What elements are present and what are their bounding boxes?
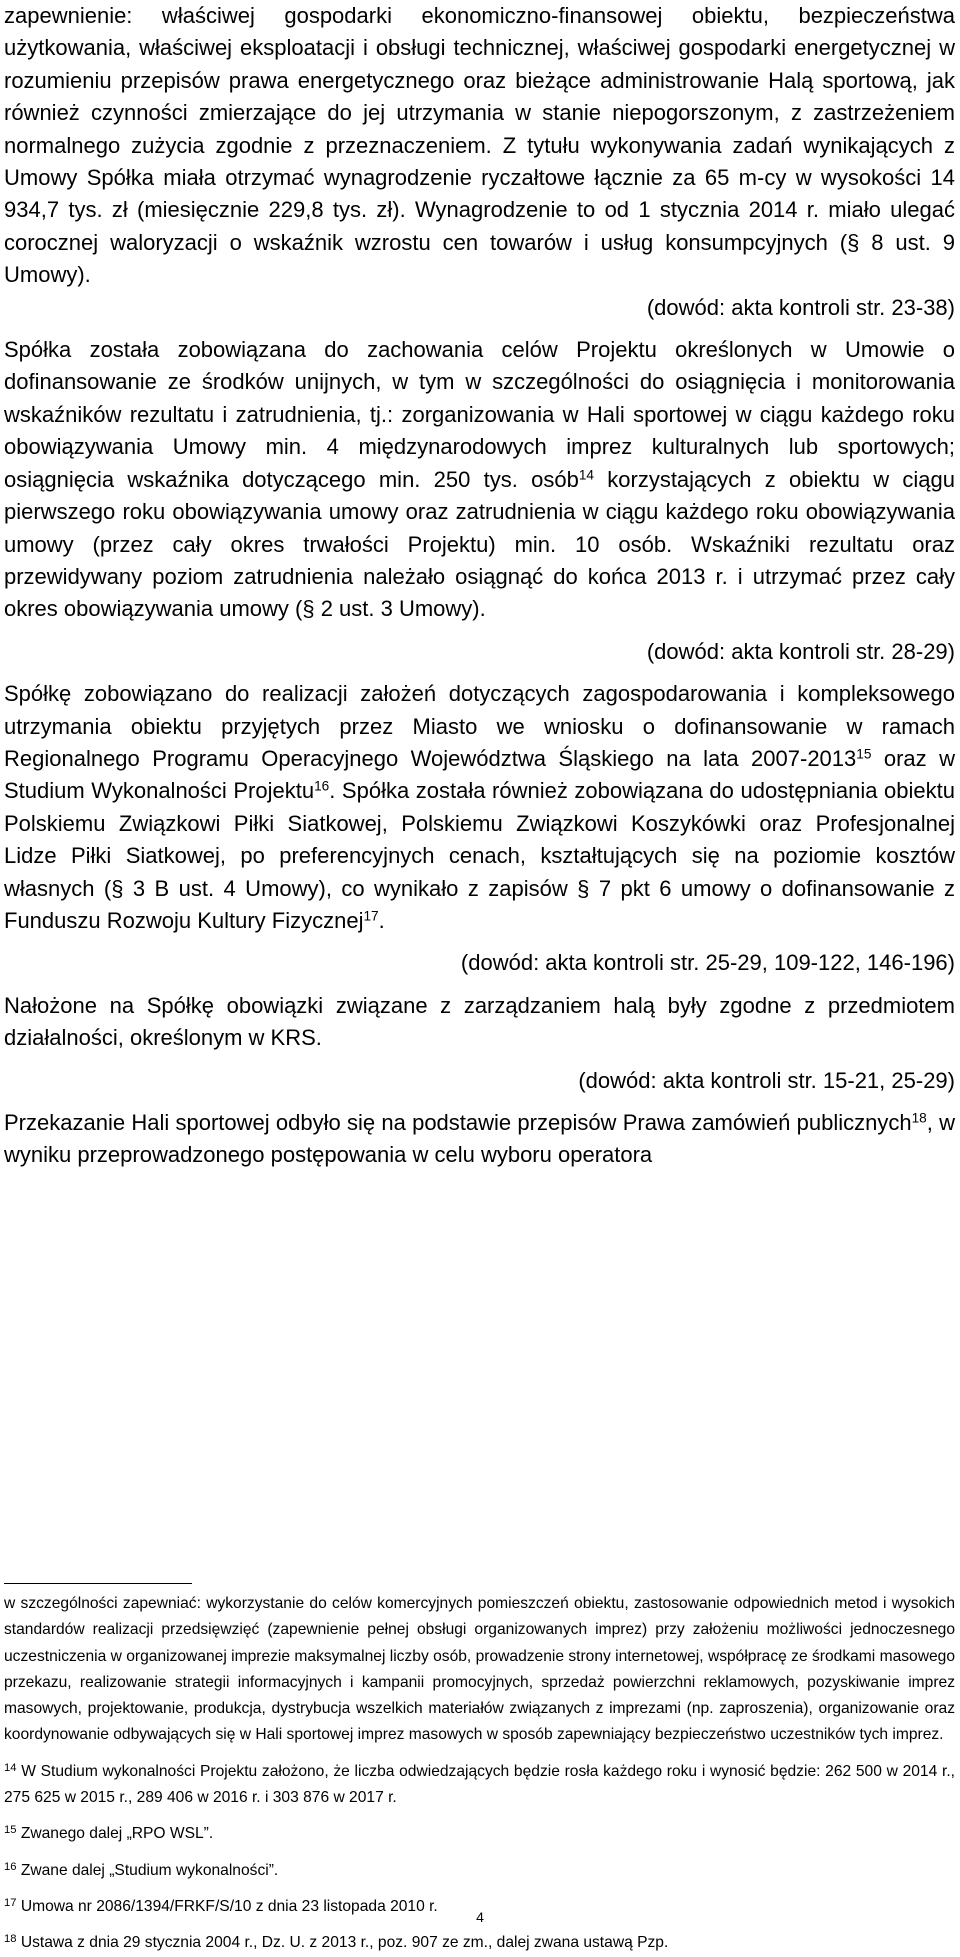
paragraph-text: Spółkę zobowiązano do realizacji założeń dotyczących zagospodarowania i kompleksowego utrzymania obiektu przyjętych przez Miasto we wniosku o dofinansowanie w ramach Regionalnego Programu Operacyjnego Województwa Śląskiego na lata 2007-2013 — [4, 681, 955, 771]
paragraph — [0, 334, 960, 626]
paragraph — [0, 1107, 960, 1172]
footnotes — [0, 1591, 960, 1957]
footnote-separator — [4, 1583, 192, 1584]
evidence-citation: (dowód: akta kontroli str. 15-21, 25-29) — [578, 1067, 955, 1093]
footnote-text: Umowa nr 2086/1394/FRKF/S/10 z dnia 23 listopada 2010 r. — [16, 1897, 438, 1915]
footnote-text: Ustawa z dnia 29 stycznia 2004 r., Dz. U. z 2013 r., poz. 907 ze zm., dalej zwana ustawą Pzp. — [16, 1934, 669, 1952]
paragraph-text: Spółka została zobowiązana do zachowania celów Projektu określonych w Umowie o dofinansowanie ze środków unijnych, w tym w szczególności do osiągnięcia i monitorowania wskaźników rezultatu i zatrudnienia, tj.: zorganizowania w Hali sportowej w ciągu każdego roku obowiązywania Umowy min. 4 międzynarodowych imprez kulturalnych lub sportowych; osiągnięcia wskaźnika dotyczącego min. 250 tys. osób — [4, 337, 955, 492]
paragraph — [0, 678, 960, 937]
footnote-ref: 14 — [578, 467, 594, 483]
footnote-number: 18 — [4, 1933, 17, 1946]
footnote — [0, 1858, 960, 1884]
page-number: 4 — [476, 1909, 484, 1925]
footnote-number: 14 — [4, 1761, 17, 1774]
footnote-text: Zwane dalej „Studium wykonalności”. — [16, 1861, 279, 1879]
paragraph-text: zapewnienie: właściwej gospodarki ekonomiczno-finansowej obiektu, bezpieczeństwa użytkowania, właściwej eksploatacji i obsługi technicznej, właściwej gospodarki energetycznej w rozumieniu przepisów prawa energetycznego oraz bieżące administrowanie Halą sportową, jak również czynności zmierzające do jej utrzymania w stanie niepogorszonym, z zastrzeżeniem normalnego zużycia zgodnie z przeznaczeniem. Z tytułu wykonywania zadań wynikających z Umowy Spółka miała otrzymać wynagrodzenie ryczałtowe łącznie za 65 m-cy w wysokości 14 934,7 tys. zł (miesięcznie 229,8 tys. zł). Wynagrodzenie to od 1 stycznia 2014 r. miało ulegać corocznej waloryzacji o wskaźnik wzrostu cen towarów i usług konsumpcyjnych (§ 8 ust. 9 Umowy). — [4, 3, 955, 288]
footnote-number: 15 — [4, 1824, 17, 1837]
footnote-ref: 15 — [856, 746, 872, 762]
paragraph — [0, 0, 960, 292]
evidence-citation: (dowód: akta kontroli str. 28-29) — [646, 638, 955, 664]
footnote — [0, 1930, 960, 1956]
footnote-text: W Studium wykonalności Projektu założono, że liczba odwiedzających będzie rosła każdego roku i wynosić będzie: 262 500 w 2014 r., 275 625 w 2015 r., 289 406 w 2016 r. i 303 876 w 2017 r. — [4, 1762, 955, 1807]
footnote-number: 16 — [4, 1860, 17, 1873]
paragraph-text: . Spółka została również zobowiązana do udostępniania obiektu Polskiemu Związkowi Piłki Siatkowej, Polskiemu Związkowi Koszykówki oraz Profesjonalnej Lidze Piłki Siatkowej, po preferencyjnych cenach, kształtujących się na poziomie kosztów własnych (§ 3 B ust. 4 Umowy), co wynikało z zapisów § 7 pkt 6 umowy o dofinansowanie z Funduszu Rozwoju Kultury Fizycznej — [4, 778, 955, 933]
footnote-number: 17 — [4, 1896, 17, 1909]
paragraph-text: korzystających z obiektu w ciągu pierwszego roku obowiązywania umowy oraz zatrudnienia w ciągu każdego roku obowiązywania umowy (przez cały okres trwałości Projektu) min. 10 osób. Wskaźniki rezultatu oraz przewidywany poziom zatrudnienia należało osiągnąć do końca 2013 r. i utrzymać przez cały okres obowiązywania umowy (§ 2 ust. 3 Umowy). — [4, 466, 955, 622]
paragraph-text: Nałożone na Spółkę obowiązki związane z zarządzaniem halą były zgodne z przedmiotem działalności, określonym w KRS. — [4, 992, 955, 1051]
footnote — [0, 1759, 960, 1812]
footnote-continuation: w szczególności zapewniać: wykorzystanie do celów komercyjnych pomieszczeń obiektu, zastosowanie odpowiednich metod i wysokich standardów realizacji przedsięwzięć (zapewnienie pełnej obsługi organizowanych imprez) przy założeniu możliwości jednoczesnego uczestniczenia w organizowanej imprezie maksymalnej liczby osób, prowadzenie strony internetowej, współpracę ze środkami masowego przekazu, realizowanie strategii informacyjnych i kampanii promocyjnych, sprzedaż powierzchni reklamowych, pozyskiwanie imprez masowych, projektowanie, produkcja, dystrybucja wszelkich materiałów związanych z imprezami (np. zaproszenia), organizowanie oraz koordynowanie odbywających się w Hali sportowej imprez masowych w sposób zapewniający bezpieczeństwo uczestników tych imprez. — [4, 1595, 955, 1744]
paragraph-text: , w wyniku przeprowadzonego postępowania w celu wyboru operatora — [4, 1110, 955, 1168]
footnote-ref: 16 — [314, 778, 330, 794]
evidence-citation: (dowód: akta kontroli str. 25-29, 109-122, 146-196) — [460, 950, 955, 976]
paragraph-text: . — [378, 907, 385, 933]
footnote — [0, 1821, 960, 1847]
paragraph-text: Przekazanie Hali sportowej odbyło się na podstawie przepisów Prawa zamówień publicznych — [4, 1110, 912, 1135]
footnote-text: Zwanego dalej „RPO WSL”. — [16, 1825, 214, 1843]
footnote-ref: 17 — [363, 908, 379, 924]
footnote-ref: 18 — [911, 1110, 927, 1126]
evidence-citation: (dowód: akta kontroli str. 23-38) — [646, 294, 955, 320]
paragraph — [0, 990, 960, 1055]
paragraph-text: oraz w Studium Wykonalności Projektu — [4, 745, 955, 804]
